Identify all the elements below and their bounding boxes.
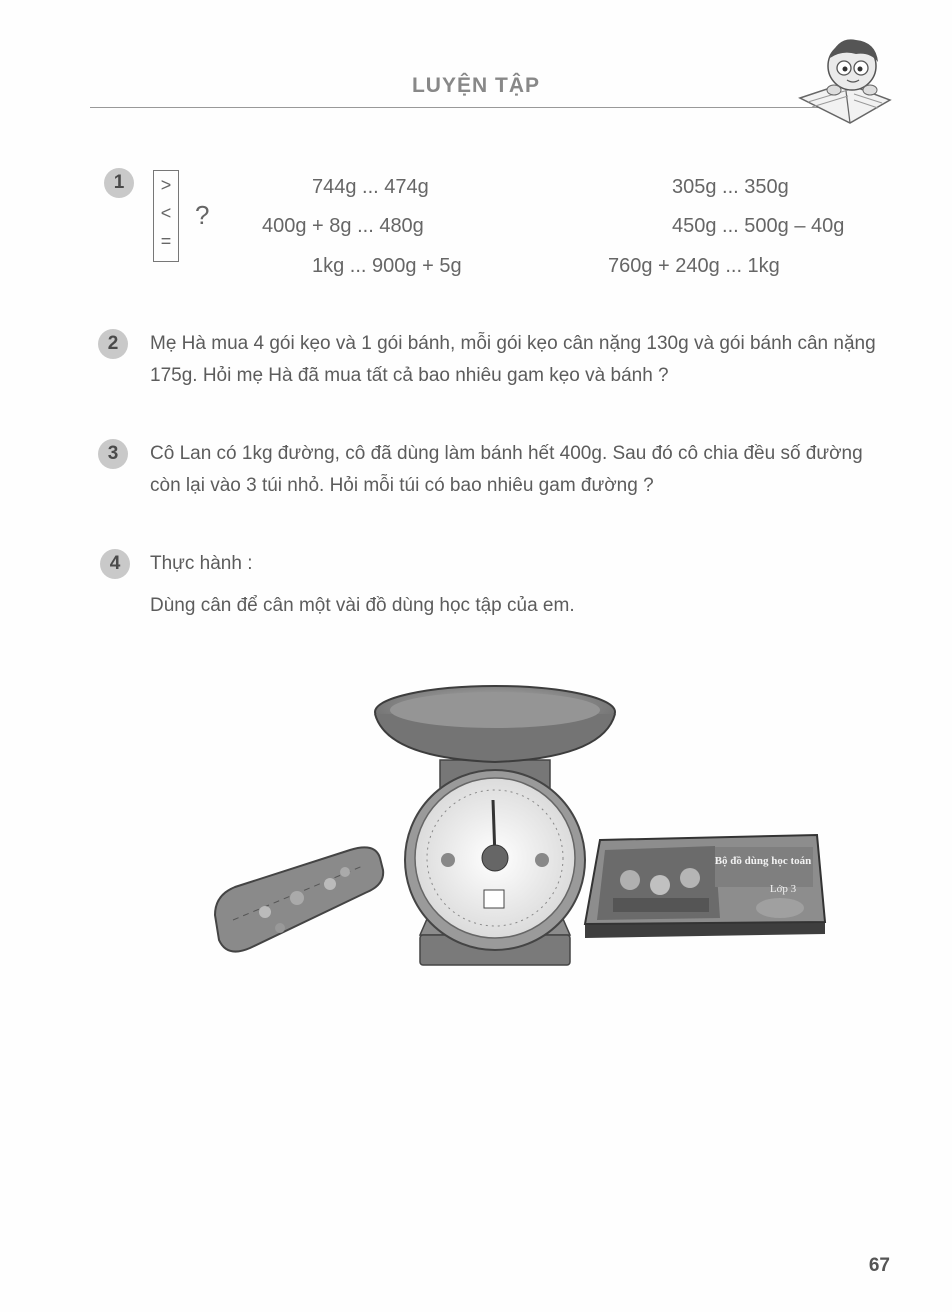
comparison-left-1: 744g ... 474g [312,176,429,198]
kitchen-scale-icon [375,686,615,965]
page-number: 67 [868,1255,890,1276]
question-mark: ? [195,200,210,230]
comparison-signs-box [153,170,179,262]
exercise-1-number: 1 [104,168,134,198]
exercise-4-number: 4 [100,549,130,579]
pencil-case-icon [215,847,383,951]
equals-sign: = [160,231,172,251]
greater-than-sign: > [160,175,172,195]
comparison-right-2: 450g ... 500g – 40g [672,215,845,237]
reading-child-icon [790,28,900,133]
less-than-sign: < [160,203,172,223]
math-kit-box-title: Bộ đồ dùng học toán [714,855,812,867]
comparison-right-3: 760g + 240g ... 1kg [608,255,780,277]
exercise-4-text: Dùng cân để cân một vài đồ dùng học tập của em. [150,595,575,616]
math-kit-box-grade: Lớp 3 [769,883,797,895]
exercise-3-number: 3 [98,439,128,469]
math-kit-box-icon [585,835,825,938]
exercise-3-text: Cô Lan có 1kg đường, cô đã dùng làm bánh hết 400g. Sau đó cô chia đều số đường còn lại vào 3 túi nhỏ. Hỏi mỗi túi có bao nhiêu gam đường ? [150,443,863,496]
exercise-2-number: 2 [98,329,128,359]
exercise-2-text: Mẹ Hà mua 4 gói kẹo và 1 gói bánh, mỗi gói kẹo cân nặng 130g và gói bánh cân nặng 175g. Hỏi mẹ Hà đã mua tất cả bao nhiêu gam kẹo và bánh ? [150,333,876,386]
page-title: LUYỆN TẬP [411,74,540,97]
exercise-4-heading: Thực hành : [150,553,253,574]
comparison-right-1: 305g ... 350g [672,176,789,198]
comparison-left-2: 400g + 8g ... 480g [262,215,424,237]
header-rule [90,107,825,108]
comparison-left-3: 1kg ... 900g + 5g [312,255,462,277]
scale-illustration [205,680,840,980]
